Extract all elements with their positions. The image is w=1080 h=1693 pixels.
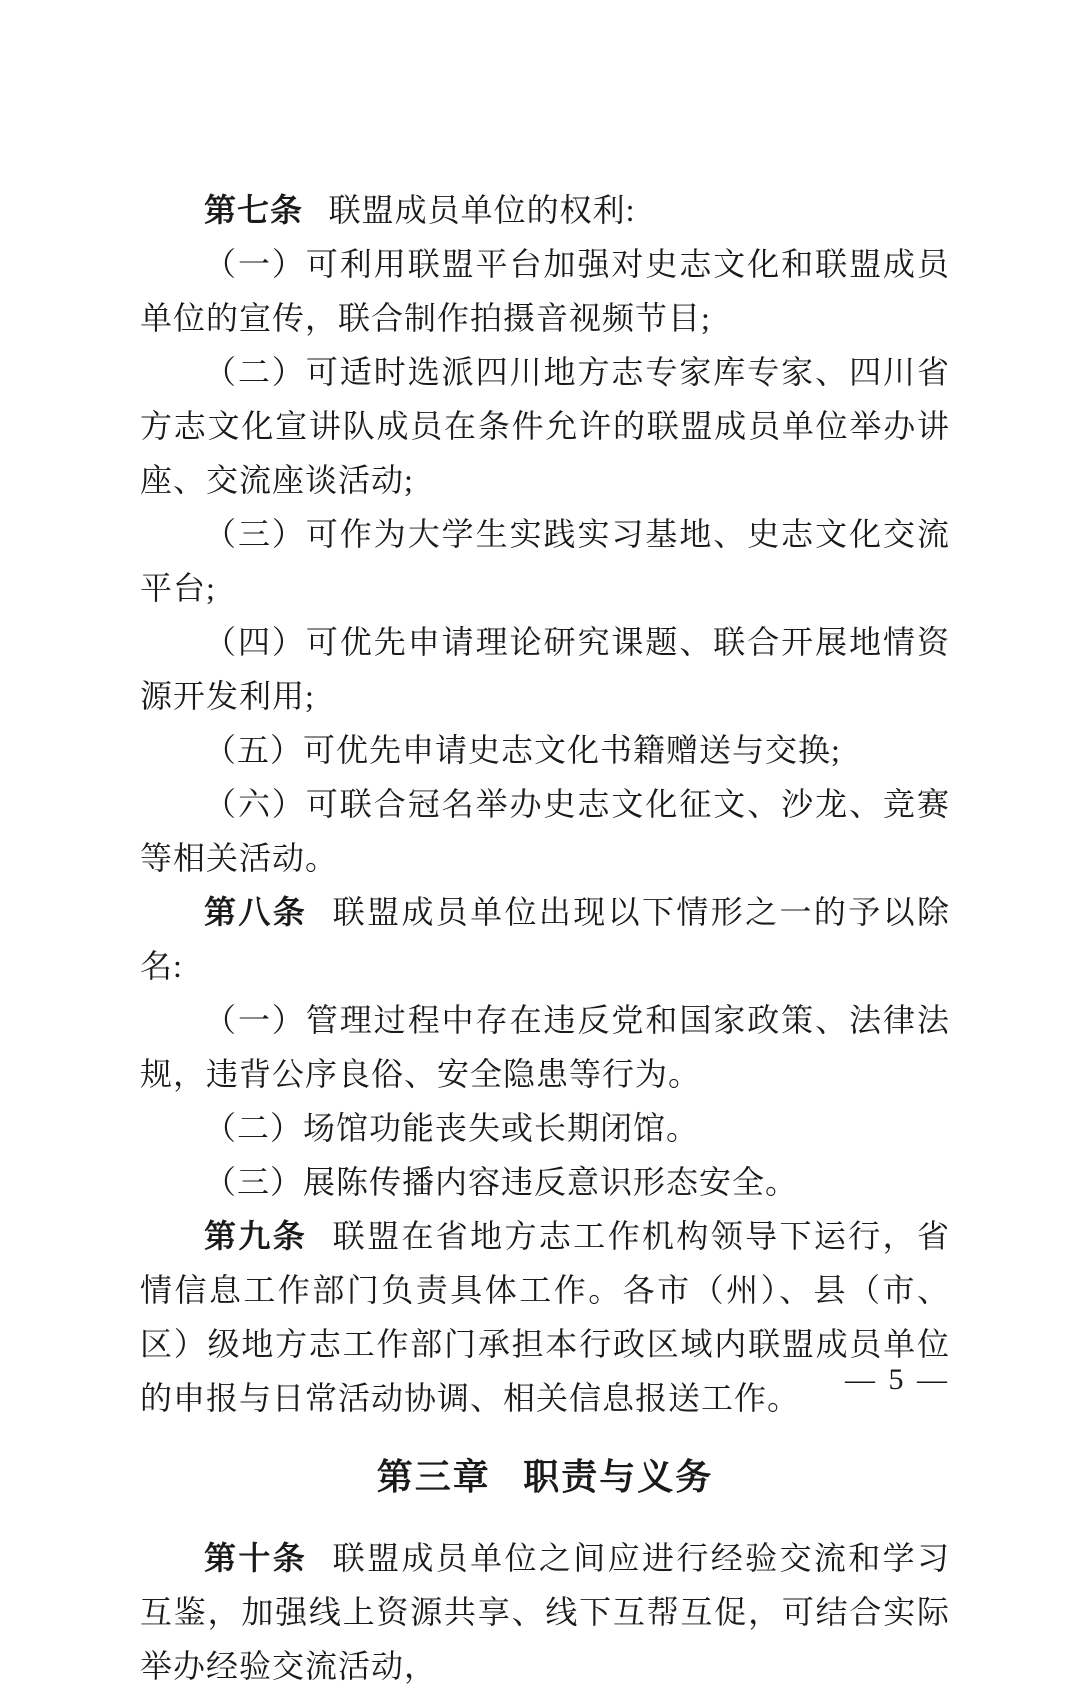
item-8-2: （二）场馆功能丧失或长期闭馆。 bbox=[204, 1110, 700, 1146]
item-7-2: （二）可适时选派四川地方志专家库专家、四川省方志文化宣讲队成员在条件允许的联盟成员单位举办讲座、交流座谈活动; bbox=[140, 354, 950, 498]
article-9 bbox=[140, 1209, 950, 1425]
chapter-3-heading bbox=[140, 1451, 950, 1505]
article-7 bbox=[140, 183, 950, 237]
item-7-1: （一）可利用联盟平台加强对史志文化和联盟成员单位的宣传，联合制作拍摄音视频节目; bbox=[140, 246, 950, 336]
article-8-text: 联盟成员单位出现以下情形之一的予以除名: bbox=[140, 894, 950, 984]
article-10 bbox=[140, 1531, 950, 1693]
article-9-text: 联盟在省地方志工作机构领导下运行，省情信息工作部门负责具体工作。各市（州）、县（市、区）级地方志工作部门承担本行政区域内联盟成员单位的申报与日常活动协调、相关信息报送工作。 bbox=[140, 1218, 950, 1416]
article-9-label: 第九条 bbox=[204, 1217, 308, 1255]
article-10-label: 第十条 bbox=[204, 1539, 308, 1577]
item-8-1: （一）管理过程中存在违反党和国家政策、法律法规，违背公序良俗、安全隐患等行为。 bbox=[140, 1002, 950, 1092]
item-7-5: （五）可优先申请史志文化书籍赠送与交换; bbox=[204, 732, 841, 768]
article-8-label: 第八条 bbox=[204, 893, 308, 931]
item-7-3: （三）可作为大学生实践实习基地、史志文化交流平台; bbox=[140, 516, 950, 606]
article-8 bbox=[140, 885, 950, 993]
chapter-3-label: 第三章 bbox=[376, 1457, 491, 1498]
page-number: — 5 — bbox=[845, 1363, 950, 1396]
item-7-4: （四）可优先申请理论研究课题、联合开展地情资源开发利用; bbox=[140, 624, 950, 714]
item-8-3: （三）展陈传播内容违反意识形态安全。 bbox=[204, 1164, 799, 1200]
article-10-text: 联盟成员单位之间应进行经验交流和学习互鉴，加强线上资源共享、线下互帮互促，可结合实际举办经验交流活动， bbox=[140, 1540, 950, 1684]
item-7-6: （六）可联合冠名举办史志文化征文、沙龙、竞赛等相关活动。 bbox=[140, 786, 950, 876]
article-7-text: 联盟成员单位的权利: bbox=[328, 192, 636, 228]
article-7-label: 第七条 bbox=[204, 191, 304, 229]
chapter-3-title: 职责与义务 bbox=[523, 1457, 714, 1498]
document-content bbox=[140, 183, 950, 1693]
